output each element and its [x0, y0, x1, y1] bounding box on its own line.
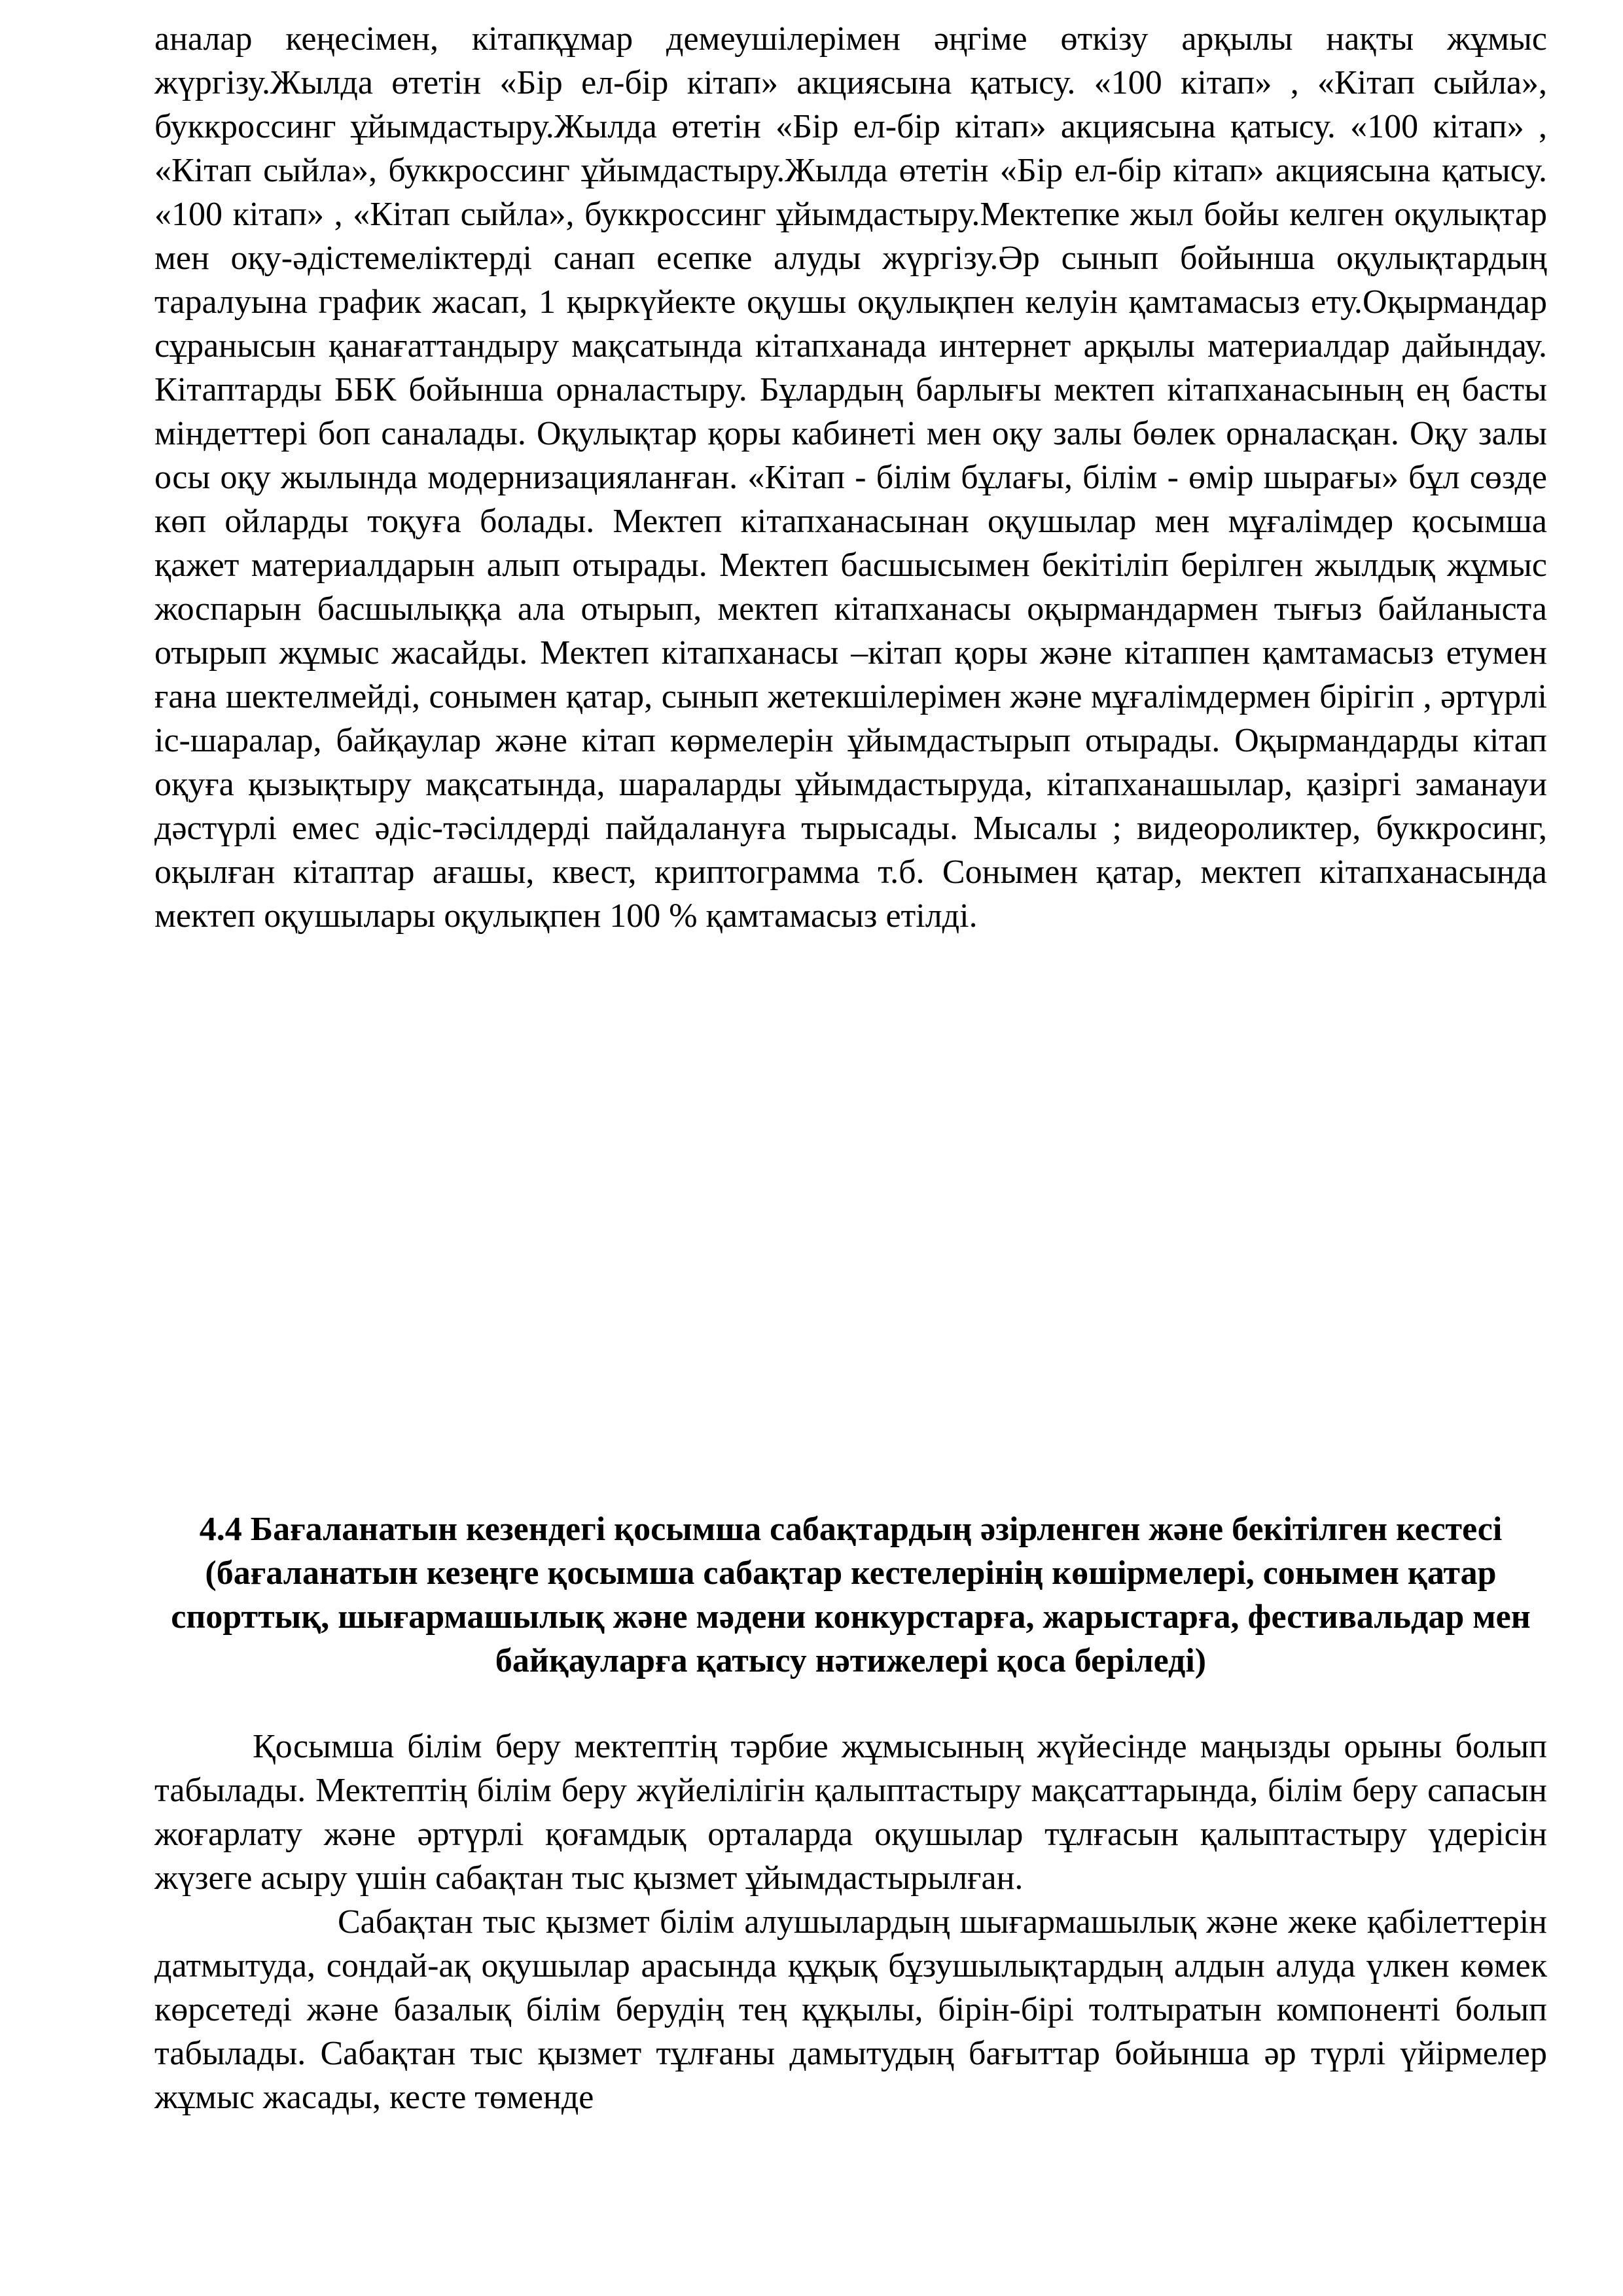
body-paragraph-extracurricular-activity: Сабақтан тыс қызмет білім алушылардың шығармашылық және жеке қабілеттерін датмытуда, сондай-ақ оқушылар арасында құқық бұзушылықтардың алдын алуда үлкен көмек көрсетеді және базалық білім берудің тең құқылы, бірін-бірі толтыратын компоненті болып табылады. Сабақтан тыс қызмет тұлғаны дамытудың бағыттар бойынша әр түрлі үйірмелер жұмыс жасады, кесте төменде	[154, 1903, 1547, 2116]
body-paragraph-library-work: аналар кеңесімен, кітапқұмар демеушілерімен әңгіме өткізу арқылы нақты жұмыс жүргізу.Жылда өтетін «Бір ел-бір кітап» акциясына қатысу. «100 кітап» , «Кітап сыйла», буккроссинг ұйымдастыру.Жылда өтетін «Бір ел-бір кітап» акциясына қатысу. «100 кітап» , «Кітап сыйла», буккроссинг ұйымдастыру.Жылда өтетін «Бір ел-бір кітап» акциясына қатысу. «100 кітап» , «Кітап сыйла», буккроссинг ұйымдастыру.Мектепке жыл бойы келген оқулықтар мен оқу-әдістемеліктерді санап есепке алуды жүргізу.Әр сынып бойынша оқулықтардың таралуына график жасап, 1 қыркүйекте оқушы оқулықпен келуін қамтамасыз ету.Оқырмандар сұранысын қанағаттандыру мақсатында кітапханада интернет арқылы материалдар дайындау. Кітаптарды ББК бойынша орналастыру. Бұлардың барлығы мектеп кітапханасының ең басты міндеттері боп саналады. Оқулықтар қоры кабинеті мен оқу залы бөлек орналасқан. Оқу залы осы оқу жылында модернизацияланған. «Кітап - білім бұлағы, білім - өмір шырағы» бұл сөзде көп ойларды тоқуға болады. Мектеп кітапханасынан оқушылар мен мұғалімдер қосымша қажет материалдарын алып отырады. Мектеп басшысымен бекітіліп берілген жылдық жұмыс жоспарын басшылыққа ала отырып, мектеп кітапханасы оқырмандармен тығыз байланыста отырып жұмыс жасайды. Мектеп кітапханасы –кітап қоры және кітаппен қамтамасыз етумен ғана шектелмейді, сонымен қатар, сынып жетекшілерімен және мұғалімдермен бірігіп , әртүрлі іс-шаралар, байқаулар және кітап көрмелерін ұйымдастырып отырады. Оқырмандарды кітап оқуға қызықтыру мақсатында, шараларды ұйымдастыруда, кітапханашылар, қазіргі заманауи дәстүрлі емес әдіс-тәсілдерді пайдалануға тырысады. Мысалы ; видеороликтер, буккросинг, оқылған кітаптар ағашы, квест, криптограмма т.б. Сонымен қатар, мектеп кітапханасында мектеп оқушылары оқулықпен 100 % қамтамасыз етілді.	[154, 20, 1547, 935]
body-paragraph-additional-education: Қосымша білім беру мектептің тәрбие жұмысының жүйесінде маңызды орыны болып табылады. Мектептің білім беру жүйелілігін қалыптастыру мақсаттарында, білім беру сапасын жоғарлату және әртүрлі қоғамдық орталарда оқушылар тұлғасын қалыптастыру үдерісін жүзеге асыру үшін сабақтан тыс қызмет ұйымдастырылған.	[154, 1728, 1547, 1897]
section-heading-4-4: 4.4 Бағаланатын кезендегі қосымша сабақтардың әзірленген және бекітілген кестесі (бағаланатын кезеңге қосымша сабақтар кестелерінің көшірмелері, сонымен қатар спорттық, шығармашылық және мәдени конкурстарға, жарыстарға, фестивальдар мен байқауларға қатысу нәтижелері қоса беріледі)	[171, 1511, 1531, 1679]
